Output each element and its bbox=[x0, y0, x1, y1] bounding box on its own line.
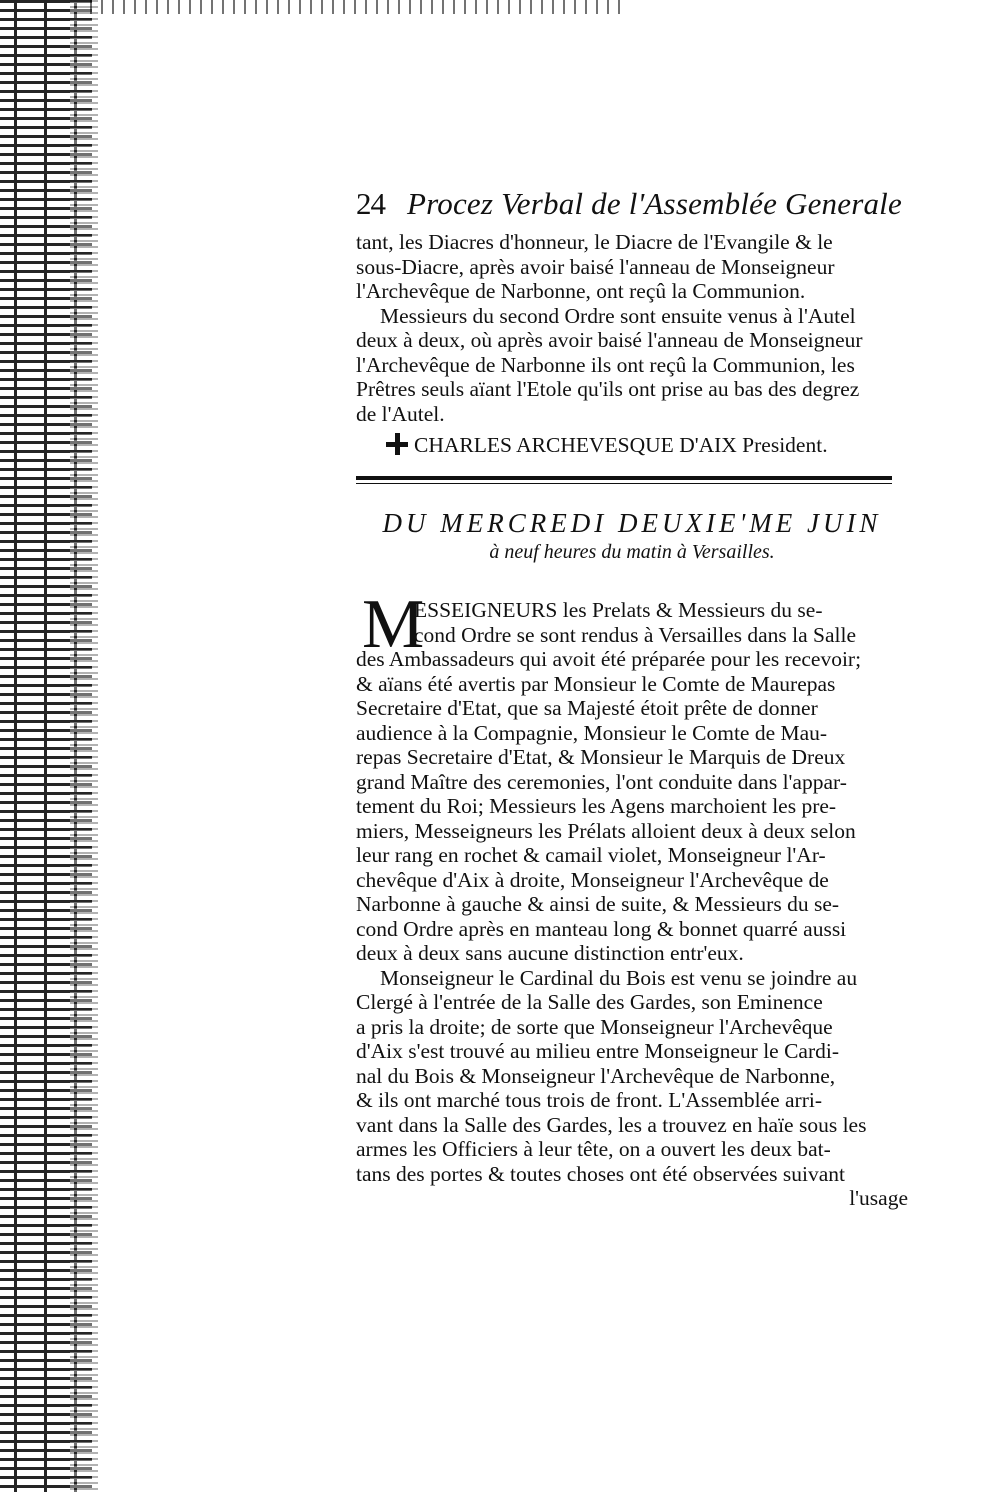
text-line: deux à deux, où après avoir baisé l'anneau de Monseigneur bbox=[356, 328, 863, 352]
paragraph-3 bbox=[356, 586, 908, 966]
text-line: vant dans la Salle des Gardes, les a trouvez en haïe sous les bbox=[356, 1112, 867, 1137]
binding-shadow bbox=[70, 0, 98, 1492]
text-line: sous-Diacre, après avoir baisé l'anneau de Monseigneur bbox=[356, 254, 835, 279]
signature-text: CHARLES ARCHEVESQUE D'AIX President. bbox=[414, 433, 828, 457]
running-title: Procez Verbal de l'Assemblée Generale bbox=[407, 186, 902, 221]
paragraph-2 bbox=[356, 304, 908, 427]
text-line: cond Ordre après en manteau long & bonnet quarré aussi bbox=[356, 916, 847, 941]
text-line: Narbonne à gauche & ainsi de suite, & Messieurs du se- bbox=[356, 892, 840, 916]
catchword: l'usage bbox=[849, 1186, 908, 1210]
text-line: Prêtres seuls aïant l'Etole qu'ils ont prise au bas des degrez bbox=[356, 377, 860, 401]
page-number: 24 bbox=[356, 186, 385, 221]
text-line: leur rang en rochet & camail violet, Monseigneur l'Ar- bbox=[356, 843, 826, 867]
paragraph-1 bbox=[356, 230, 908, 304]
text-line: Monseigneur le Cardinal du Bois est venu se joindre au bbox=[380, 965, 858, 990]
text-line: deux à deux sans aucune distinction entr'eux. bbox=[356, 941, 744, 965]
text-line: Messieurs du second Ordre sont ensuite venus à l'Autel bbox=[380, 303, 856, 328]
running-head bbox=[356, 186, 908, 230]
text-line: l'Archevêque de Narbonne ils ont reçû la Communion, les bbox=[356, 352, 855, 377]
paragraph-4 bbox=[356, 966, 908, 1187]
text-line: & aïans été avertis par Monsieur le Comte de Maurepas bbox=[356, 671, 836, 696]
text-line: Clergé à l'entrée de la Salle des Gardes, son Eminence bbox=[356, 990, 823, 1014]
text-line: tant, les Diacres d'honneur, le Diacre de l'Evangile & le bbox=[356, 230, 833, 254]
text-line: a pris la droite; de sorte que Monseigneur l'Archevêque bbox=[356, 1014, 833, 1039]
text-line: l'Archevêque de Narbonne, ont reçû la Communion. bbox=[356, 279, 806, 303]
text-line: d'Aix s'est trouvé au milieu entre Monseigneur le Cardi- bbox=[356, 1039, 840, 1063]
section-subheading: à neuf heures du matin à Versailles. bbox=[489, 541, 775, 563]
text-line: cond Ordre se sont rendus à Versailles dans la Salle bbox=[414, 622, 857, 647]
cross-icon bbox=[386, 433, 408, 455]
text-line: chevêque d'Aix à droite, Monseigneur l'Archevêque de bbox=[356, 867, 829, 892]
text-line: grand Maître des ceremonies, l'ont conduite dans l'appar- bbox=[356, 769, 847, 794]
text-line: miers, Messeigneurs les Prélats alloient deux à deux selon bbox=[356, 818, 856, 843]
text-line: tans des portes & toutes choses ont été observées suivant bbox=[356, 1161, 846, 1186]
text-line: tement du Roi; Messieurs les Agens marchoient les pre- bbox=[356, 794, 837, 818]
text-line: armes les Officiers à leur tête, on a ouvert les deux bat- bbox=[356, 1137, 831, 1161]
signature-line bbox=[356, 432, 908, 458]
text-line: & ils ont marché tous trois de front. L'Assemblée arri- bbox=[356, 1088, 823, 1112]
text-line: Secretaire d'Etat, que sa Majesté étoit prête de donner bbox=[356, 696, 818, 720]
page-edge-speckle bbox=[90, 0, 620, 14]
section-rule bbox=[356, 476, 892, 480]
section-rule-thin bbox=[356, 483, 892, 484]
text-line: ESSEIGNEURS les Prelats & Messieurs du se- bbox=[414, 598, 823, 622]
drop-cap: M bbox=[362, 586, 425, 663]
text-line: audience à la Compagnie, Monsieur le Comte de Mau- bbox=[356, 720, 828, 745]
page-text-block bbox=[356, 186, 908, 1211]
text-line: de l'Autel. bbox=[356, 401, 445, 426]
text-line: nal du Bois & Monseigneur l'Archevêque de Narbonne, bbox=[356, 1063, 836, 1088]
section-heading: DU MERCREDI DEUXIE'ME JUIN bbox=[382, 508, 882, 538]
text-line: repas Secretaire d'Etat, & Monsieur le Marquis de Dreux bbox=[356, 745, 846, 769]
text-line: des Ambassadeurs qui avoit été préparée pour les recevoir; bbox=[356, 647, 862, 671]
